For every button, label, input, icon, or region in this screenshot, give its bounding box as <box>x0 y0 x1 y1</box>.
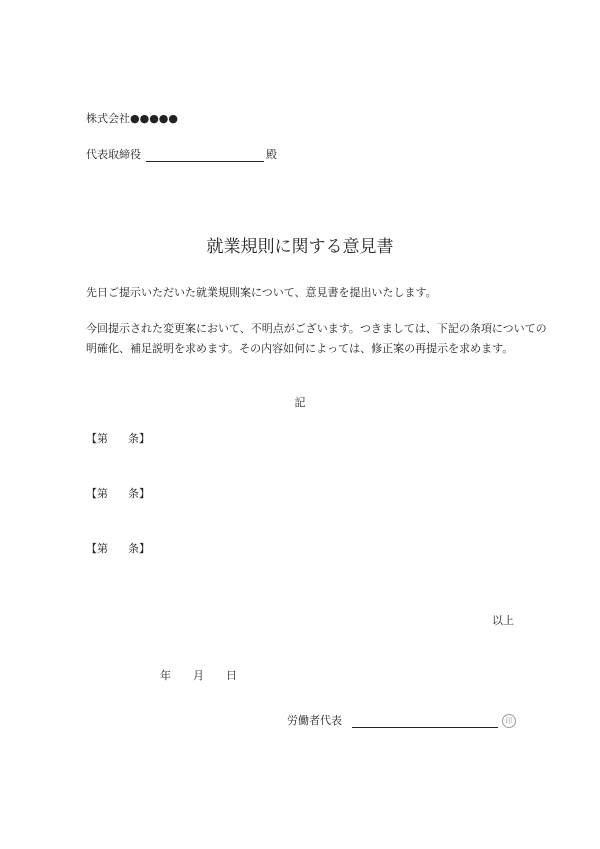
article-item <box>86 542 150 556</box>
article-close: 条】 <box>128 542 150 555</box>
article-open: 【第 <box>86 542 108 555</box>
company-name: 株式会社●●●●● <box>86 112 178 125</box>
article-item <box>86 487 150 501</box>
date-day: 日 <box>226 669 237 682</box>
representative-suffix: 殿 <box>266 148 277 161</box>
article-item <box>86 432 150 446</box>
representative-label: 代表取締役 <box>86 148 141 161</box>
article-open: 【第 <box>86 432 108 445</box>
article-close: 条】 <box>128 487 150 500</box>
representative-name-blank <box>146 149 264 162</box>
paragraph-request-line1: 今回提示された変更案において、不明点がございます。つきましては、下記の条項についての <box>86 322 547 335</box>
paragraph-intro: 先日ご提示いただいた就業規則案について、意見書を提出いたします。 <box>86 286 437 299</box>
signature-blank <box>352 715 498 728</box>
seal-icon: 印 <box>502 714 516 728</box>
document-title: 就業規則に関する意見書 <box>206 237 394 257</box>
date-month: 月 <box>193 669 204 682</box>
article-close: 条】 <box>128 432 150 445</box>
paragraph-request-line2: 明確化、補足説明を求めます。その内容如何によっては、修正案の再提示を求めます。 <box>86 342 514 355</box>
date-line <box>160 669 237 683</box>
signature-label: 労働者代表 <box>287 714 342 727</box>
date-year: 年 <box>160 669 171 682</box>
representative-line <box>86 148 277 162</box>
signature-line <box>287 714 516 728</box>
article-open: 【第 <box>86 487 108 500</box>
ki-heading: 記 <box>294 396 306 409</box>
closing-ijo: 以上 <box>492 614 514 627</box>
